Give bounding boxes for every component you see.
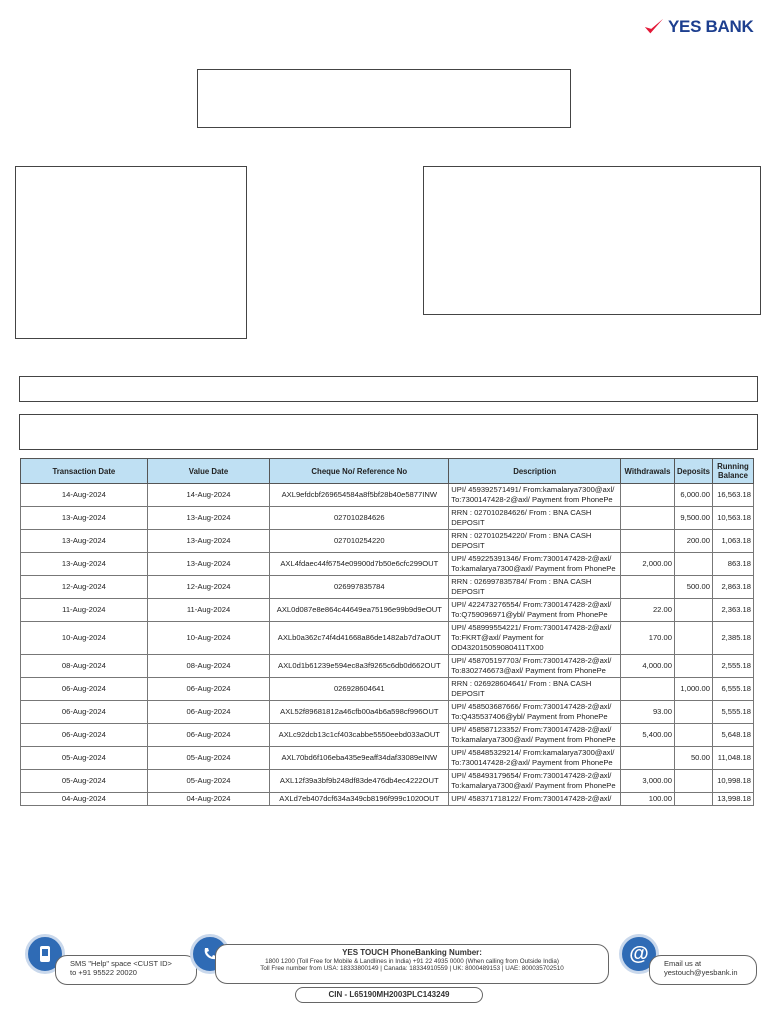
reference-cell: AXL9efdcbf269654584a8f5bf28b40e5877INW <box>270 484 449 507</box>
reference-cell: AXL0d087e8e864c44649ea75196e99b9d9eOUT <box>270 599 449 622</box>
header-value-date: Value Date <box>147 459 270 484</box>
footer <box>15 928 755 1008</box>
balance-cell: 2,555.18 <box>712 655 753 678</box>
reference-cell: AXL12f39a3bf9b248df83de476db4ec4222OUT <box>270 770 449 793</box>
yes-bank-logo <box>643 14 759 40</box>
deposit-cell <box>674 793 712 806</box>
reference-cell: 027010284626 <box>270 507 449 530</box>
deposit-cell <box>674 599 712 622</box>
deposit-cell: 500.00 <box>674 576 712 599</box>
table-row <box>21 553 754 576</box>
table-row <box>21 599 754 622</box>
value-date-cell: 13-Aug-2024 <box>147 553 270 576</box>
value-date-cell: 06-Aug-2024 <box>147 724 270 747</box>
value-date-cell: 13-Aug-2024 <box>147 507 270 530</box>
sms-help-pill <box>55 955 197 985</box>
value-date-cell: 14-Aug-2024 <box>147 484 270 507</box>
reference-cell: 026928604641 <box>270 678 449 701</box>
sms-text-1: SMS "Help" space <CUST ID> <box>70 959 172 968</box>
description-cell: RRN : 027010254220/ From : BNA CASH DEPOSIT <box>449 530 621 553</box>
value-date-cell: 05-Aug-2024 <box>147 770 270 793</box>
value-date-cell: 04-Aug-2024 <box>147 793 270 806</box>
table-header-row <box>21 459 754 484</box>
value-date-cell: 12-Aug-2024 <box>147 576 270 599</box>
table-row <box>21 530 754 553</box>
withdrawal-cell: 3,000.00 <box>620 770 674 793</box>
deposit-cell <box>674 724 712 747</box>
reference-cell: AXLd7eb407dcf634a349cb8196f999c1020OUT <box>270 793 449 806</box>
summary-box <box>19 414 758 450</box>
description-cell: UPI/ 459392571491/ From:kamalarya7300@axl/ To:7300147428-2@axl/ Payment from PhonePe <box>449 484 621 507</box>
description-cell: RRN : 026997835784/ From : BNA CASH DEPOSIT <box>449 576 621 599</box>
txn-date-cell: 06-Aug-2024 <box>21 678 148 701</box>
email-pill <box>649 955 757 985</box>
account-info-box <box>423 166 761 315</box>
description-cell: UPI/ 458503687666/ From:7300147428-2@axl/ To:Q435537406@ybl/ Payment from PhonePe <box>449 701 621 724</box>
header-deposits: Deposits <box>674 459 712 484</box>
txn-date-cell: 06-Aug-2024 <box>21 724 148 747</box>
header-transaction-date: Transaction Date <box>21 459 148 484</box>
table-row <box>21 747 754 770</box>
deposit-cell <box>674 770 712 793</box>
header-reference-no: Cheque No/ Reference No <box>270 459 449 484</box>
value-date-cell: 11-Aug-2024 <box>147 599 270 622</box>
txn-date-cell: 13-Aug-2024 <box>21 553 148 576</box>
txn-date-cell: 04-Aug-2024 <box>21 793 148 806</box>
withdrawal-cell <box>620 678 674 701</box>
deposit-cell: 6,000.00 <box>674 484 712 507</box>
deposit-cell <box>674 701 712 724</box>
deposit-cell: 200.00 <box>674 530 712 553</box>
email-text-1: Email us at <box>664 959 702 968</box>
deposit-cell <box>674 553 712 576</box>
transactions-table <box>20 458 754 806</box>
reference-cell: AXL4fdaec44f6754e09900d7b50e6cfc299OUT <box>270 553 449 576</box>
header-description: Description <box>449 459 621 484</box>
customer-info-box <box>15 166 247 339</box>
deposit-cell <box>674 655 712 678</box>
txn-date-cell: 13-Aug-2024 <box>21 507 148 530</box>
txn-date-cell: 14-Aug-2024 <box>21 484 148 507</box>
description-cell: UPI/ 458485329214/ From:kamalarya7300@axl/ To:7300147428-2@axl/ Payment from PhonePe <box>449 747 621 770</box>
reference-cell: AXLb0a362c74f4d41668a86de1482ab7d7aOUT <box>270 622 449 655</box>
value-date-cell: 05-Aug-2024 <box>147 747 270 770</box>
description-cell: UPI/ 458999554221/ From:7300147428-2@axl/ To:FKRT@axl/ Payment for OD432015059080411TX00 <box>449 622 621 655</box>
balance-cell: 10,998.18 <box>712 770 753 793</box>
description-cell: UPI/ 459225391346/ From:7300147428-2@axl/ To:kamalarya7300@axl/ Payment from PhonePe <box>449 553 621 576</box>
withdrawal-cell: 170.00 <box>620 622 674 655</box>
description-cell: UPI/ 458705197703/ From:7300147428-2@axl/ To:8302746673@axl/ Payment from PhonePe <box>449 655 621 678</box>
txn-date-cell: 08-Aug-2024 <box>21 655 148 678</box>
table-row <box>21 655 754 678</box>
table-row <box>21 724 754 747</box>
header-running-balance: Running Balance <box>712 459 753 484</box>
balance-cell: 13,998.18 <box>712 793 753 806</box>
value-date-cell: 06-Aug-2024 <box>147 701 270 724</box>
txn-date-cell: 06-Aug-2024 <box>21 701 148 724</box>
phonebanking-pill <box>215 944 609 984</box>
description-cell: RRN : 026928604641/ From : BNA CASH DEPOSIT <box>449 678 621 701</box>
statement-title-box <box>197 69 571 128</box>
withdrawal-cell: 100.00 <box>620 793 674 806</box>
checkmark-icon <box>643 16 665 38</box>
reference-cell: 027010254220 <box>270 530 449 553</box>
deposit-cell: 1,000.00 <box>674 678 712 701</box>
txn-date-cell: 10-Aug-2024 <box>21 622 148 655</box>
table-row <box>21 701 754 724</box>
table-row <box>21 507 754 530</box>
description-cell: UPI/ 458587123352/ From:7300147428-2@axl/ To:kamalarya7300@axl/ Payment from PhonePe <box>449 724 621 747</box>
txn-date-cell: 12-Aug-2024 <box>21 576 148 599</box>
logo-text: YES BANK <box>668 17 754 36</box>
period-box <box>19 376 758 402</box>
balance-cell: 2,863.18 <box>712 576 753 599</box>
phone-line-1: 1800 1200 (Toll Free for Mobile & Landlines in India) +91 22 4935 0000 (When calling from Outside India) <box>265 958 559 965</box>
table-row <box>21 770 754 793</box>
balance-cell: 1,063.18 <box>712 530 753 553</box>
reference-cell: 026997835784 <box>270 576 449 599</box>
txn-date-cell: 11-Aug-2024 <box>21 599 148 622</box>
cin-text: CIN - L65190MH2003PLC143249 <box>328 990 450 999</box>
reference-cell: AXL0d1b61239e594ec8a3f9265c6db0d662OUT <box>270 655 449 678</box>
balance-cell: 863.18 <box>712 553 753 576</box>
phone-line-2: Toll Free number from USA: 18333800149 | Canada: 18334910559 | UK: 8000489153 | UAE: 800035702510 <box>260 965 564 972</box>
email-icon: @ <box>619 934 659 974</box>
deposit-cell <box>674 622 712 655</box>
table-row <box>21 678 754 701</box>
table-row <box>21 793 754 806</box>
table-row <box>21 484 754 507</box>
balance-cell: 5,648.18 <box>712 724 753 747</box>
balance-cell: 2,363.18 <box>712 599 753 622</box>
table-row <box>21 576 754 599</box>
reference-cell: AXL70bd6f106eba435e9eaff34daf33089eINW <box>270 747 449 770</box>
withdrawal-cell <box>620 484 674 507</box>
balance-cell: 16,563.18 <box>712 484 753 507</box>
balance-cell: 11,048.18 <box>712 747 753 770</box>
balance-cell: 2,385.18 <box>712 622 753 655</box>
deposit-cell: 50.00 <box>674 747 712 770</box>
withdrawal-cell: 2,000.00 <box>620 553 674 576</box>
balance-cell: 6,555.18 <box>712 678 753 701</box>
txn-date-cell: 13-Aug-2024 <box>21 530 148 553</box>
txn-date-cell: 05-Aug-2024 <box>21 770 148 793</box>
email-text-2: yestouch@yesbank.in <box>664 968 738 977</box>
value-date-cell: 08-Aug-2024 <box>147 655 270 678</box>
withdrawal-cell <box>620 747 674 770</box>
withdrawal-cell <box>620 530 674 553</box>
balance-cell: 10,563.18 <box>712 507 753 530</box>
withdrawal-cell: 5,400.00 <box>620 724 674 747</box>
description-cell: UPI/ 458493179654/ From:7300147428-2@axl/ To:kamalarya7300@axl/ Payment from PhonePe <box>449 770 621 793</box>
withdrawal-cell: 4,000.00 <box>620 655 674 678</box>
description-cell: UPI/ 458371718122/ From:7300147428-2@axl/ <box>449 793 621 806</box>
description-cell: RRN : 027010284626/ From : BNA CASH DEPOSIT <box>449 507 621 530</box>
withdrawal-cell: 22.00 <box>620 599 674 622</box>
withdrawal-cell <box>620 507 674 530</box>
sms-text-2: to +91 95522 20020 <box>70 968 137 977</box>
reference-cell: AXLc92dcb13c1cf403cabbe5550eebd033aOUT <box>270 724 449 747</box>
txn-date-cell: 05-Aug-2024 <box>21 747 148 770</box>
balance-cell: 5,555.18 <box>712 701 753 724</box>
value-date-cell: 13-Aug-2024 <box>147 530 270 553</box>
withdrawal-cell <box>620 576 674 599</box>
description-cell: UPI/ 422473276554/ From:7300147428-2@axl/ To:Q759096971@ybl/ Payment from PhonePe <box>449 599 621 622</box>
reference-cell: AXL52f89681812a46cfb00a4b6a598cf996OUT <box>270 701 449 724</box>
phone-title: YES TOUCH PhoneBanking Number: <box>342 948 482 957</box>
header-withdrawals: Withdrawals <box>620 459 674 484</box>
deposit-cell: 9,500.00 <box>674 507 712 530</box>
value-date-cell: 10-Aug-2024 <box>147 622 270 655</box>
cin-pill <box>295 987 483 1003</box>
table-row <box>21 622 754 655</box>
value-date-cell: 06-Aug-2024 <box>147 678 270 701</box>
withdrawal-cell: 93.00 <box>620 701 674 724</box>
